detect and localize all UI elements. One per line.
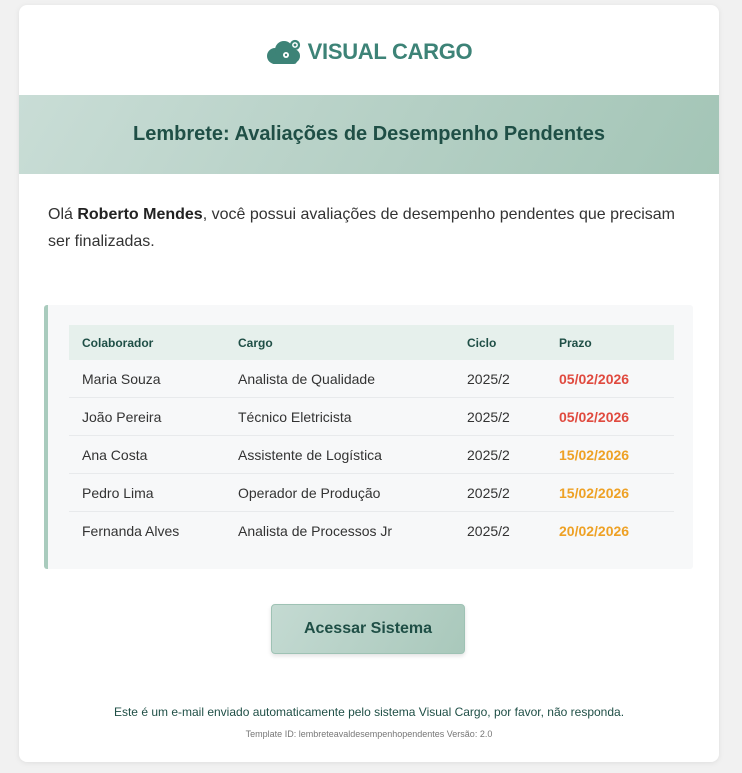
cloud-gear-icon xyxy=(266,38,304,66)
cell-ciclo: 2025/2 xyxy=(454,474,546,512)
column-header-ciclo: Ciclo xyxy=(467,335,497,350)
pending-evaluations-table xyxy=(69,325,674,549)
logo xyxy=(19,35,719,69)
greeting-message: , você possui avaliações de desempenho pendentes que precisam ser finalizadas. xyxy=(48,206,675,250)
cell-prazo: 15/02/2026 xyxy=(546,436,674,474)
cell-prazo: 05/02/2026 xyxy=(546,398,674,436)
cell-ciclo: 2025/2 xyxy=(454,360,546,398)
column-header-cargo: Cargo xyxy=(238,335,273,350)
cell-ciclo: 2025/2 xyxy=(454,398,546,436)
greeting-prefix: Olá xyxy=(48,206,78,223)
page-title: Lembrete: Avaliações de Desempenho Pendentes xyxy=(132,123,605,145)
cell-prazo: 15/02/2026 xyxy=(546,474,674,512)
cell-colaborador: Fernanda Alves xyxy=(82,522,180,539)
cell-colaborador: Maria Souza xyxy=(69,360,225,398)
table-row xyxy=(69,436,674,474)
table-row xyxy=(69,360,674,398)
email-card xyxy=(19,5,719,762)
cell-prazo: 20/02/2026 xyxy=(559,522,630,539)
cell-cargo: Assistente de Logística xyxy=(225,436,454,474)
greeting-text xyxy=(48,201,688,255)
cell-ciclo: 2025/2 xyxy=(467,522,510,539)
cell-cargo: Técnico Eletricista xyxy=(225,398,454,436)
pending-evaluations-panel xyxy=(44,305,693,569)
recipient-name: Roberto Mendes xyxy=(77,206,203,223)
access-system-button[interactable]: Acessar Sistema xyxy=(271,604,465,654)
cell-colaborador: Pedro Lima xyxy=(69,474,225,512)
table-row xyxy=(69,512,674,550)
column-header-colaborador: Colaborador xyxy=(82,335,154,350)
table-row xyxy=(69,474,674,512)
cell-cargo: Analista de Qualidade xyxy=(225,360,454,398)
logo-text: VISUAL CARGO xyxy=(307,39,473,64)
cell-prazo: 05/02/2026 xyxy=(546,360,674,398)
cell-ciclo: 2025/2 xyxy=(454,436,546,474)
header-banner xyxy=(19,95,719,174)
table-header-row xyxy=(69,325,674,360)
cell-colaborador: João Pereira xyxy=(69,398,225,436)
table-row xyxy=(69,398,674,436)
cell-cargo: Analista de Processos Jr xyxy=(238,522,393,539)
template-id-text: Template ID: lembreteavaldesempenhopendentes Versão: 2.0 xyxy=(245,729,493,739)
footer-notice: Este é um e-mail enviado automaticamente pelo sistema Visual Cargo, por favor, não responda. xyxy=(113,705,625,719)
cell-colaborador: Ana Costa xyxy=(69,436,225,474)
column-header-prazo: Prazo xyxy=(559,335,592,350)
cell-cargo: Operador de Produção xyxy=(225,474,454,512)
